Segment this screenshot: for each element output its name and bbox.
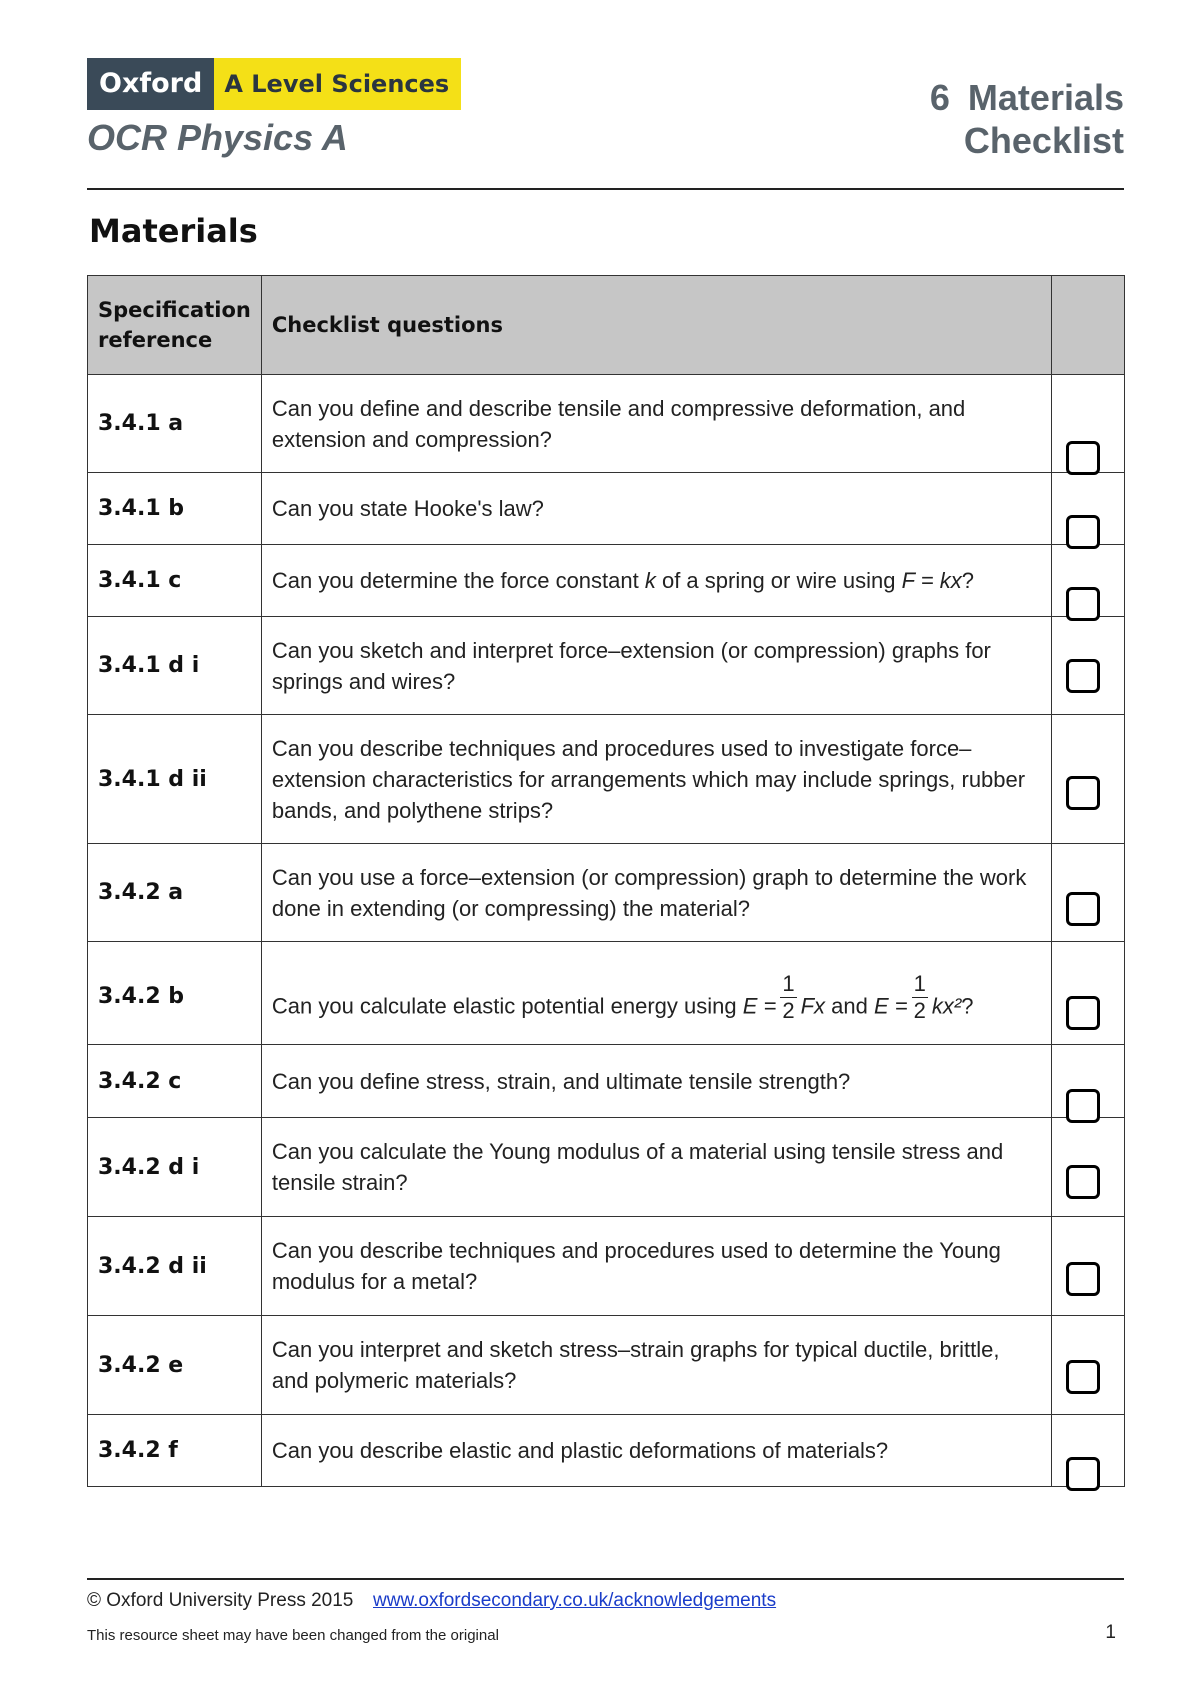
checklist-question: Can you interpret and sketch stress–strain graphs for typical ductile, brittle, and polymeric materials? (261, 1316, 1051, 1415)
table-row (88, 942, 1125, 1045)
checkbox-cell (1052, 473, 1125, 545)
symbol-kx2: kx² (931, 993, 962, 1019)
table-row (88, 715, 1125, 844)
checkbox[interactable] (1066, 892, 1100, 926)
checklist-question: Can you use a force–extension (or compression) graph to determine the work done in extending (or compressing) the material? (261, 844, 1051, 942)
formula-hooke: F = kx (901, 568, 962, 593)
logo-oxford-text: Oxford (87, 58, 214, 110)
table-row (88, 1118, 1125, 1217)
spec-reference: 3.4.1 c (88, 545, 262, 617)
checkbox-cell (1052, 375, 1125, 473)
disclaimer-text: This resource sheet may have been changed from the original (87, 1627, 499, 1644)
chapter-title: Materials (967, 77, 1124, 118)
subject-title: OCR Physics A (87, 117, 348, 158)
checklist-question: Can you describe techniques and procedures used to determine the Young modulus for a metal? (261, 1217, 1051, 1316)
spec-reference: 3.4.2 f (88, 1415, 262, 1487)
spec-reference: 3.4.2 d i (88, 1118, 262, 1217)
spec-reference: 3.4.1 b (88, 473, 262, 545)
checkbox[interactable] (1066, 441, 1100, 475)
copyright-notice: © Oxford University Press 2015 (87, 1590, 354, 1611)
spec-reference: 3.4.2 d ii (88, 1217, 262, 1316)
checkbox-cell (1052, 1217, 1125, 1316)
fraction-numerator: 1 (913, 971, 926, 996)
table-row (88, 1316, 1125, 1415)
table-row (88, 844, 1125, 942)
question-text: ? (961, 568, 975, 593)
page-number: 1 (1105, 1622, 1116, 1643)
question-text: of a spring or wire using (655, 568, 902, 593)
question-text: Can you determine the force constant (271, 568, 645, 593)
oxford-logo (87, 58, 461, 110)
checkbox[interactable] (1066, 1360, 1100, 1394)
fraction-denominator: 2 (782, 998, 795, 1023)
checkbox-cell (1052, 545, 1125, 617)
checklist-question (261, 545, 1051, 617)
checkbox[interactable] (1066, 1262, 1100, 1296)
symbol-fx: Fx (800, 993, 826, 1019)
checklist-question: Can you calculate the Young modulus of a material using tensile stress and tensile strain? (261, 1118, 1051, 1217)
checklist-question: Can you state Hooke's law? (261, 473, 1051, 545)
chapter-heading (930, 76, 1124, 162)
symbol-e: E = (742, 993, 777, 1019)
spec-reference: 3.4.2 c (88, 1045, 262, 1118)
logo-series-text: A Level Sciences (214, 58, 461, 110)
section-title: Materials (89, 212, 258, 250)
table-row (88, 375, 1125, 473)
checkbox-cell (1052, 1316, 1125, 1415)
spec-reference: 3.4.1 d i (88, 617, 262, 715)
spec-reference: 3.4.2 e (88, 1316, 262, 1415)
checkbox-cell (1052, 844, 1125, 942)
checklist-question (261, 942, 1051, 1045)
question-text: Can you calculate elastic potential energy using (271, 993, 743, 1019)
fraction-half (912, 971, 928, 1024)
fraction-numerator: 1 (782, 971, 795, 996)
table-row (88, 1415, 1125, 1487)
question-text: and (825, 993, 874, 1019)
symbol-e: E = (873, 993, 908, 1019)
symbol-k: k (644, 568, 656, 593)
checkbox[interactable] (1066, 776, 1100, 810)
column-header-spec: Specification reference (88, 276, 262, 375)
footer-divider (87, 1578, 1124, 1580)
fraction-denominator: 2 (913, 998, 926, 1023)
question-text: ? (961, 993, 974, 1019)
table-row (88, 1217, 1125, 1316)
chapter-number: 6 (929, 77, 950, 118)
checkbox-cell (1052, 1118, 1125, 1217)
checkbox-cell (1052, 715, 1125, 844)
table-header-row (88, 276, 1125, 375)
checklist-question: Can you describe elastic and plastic deformations of materials? (261, 1415, 1051, 1487)
spec-reference: 3.4.2 a (88, 844, 262, 942)
checkbox[interactable] (1066, 659, 1100, 693)
checkbox-cell (1052, 1045, 1125, 1118)
checklist-question: Can you define stress, strain, and ultimate tensile strength? (261, 1045, 1051, 1118)
checkbox-cell (1052, 942, 1125, 1045)
column-header-checkbox (1052, 276, 1125, 375)
chapter-subtitle: Checklist (963, 120, 1124, 161)
checkbox-cell (1052, 1415, 1125, 1487)
checkbox[interactable] (1066, 1165, 1100, 1199)
checklist-question: Can you define and describe tensile and compressive deformation, and extension and compression? (261, 375, 1051, 473)
spec-reference: 3.4.2 b (88, 942, 262, 1045)
column-header-questions: Checklist questions (261, 276, 1051, 375)
checkbox[interactable] (1066, 996, 1100, 1030)
table-row (88, 473, 1125, 545)
header-divider (87, 188, 1124, 190)
table-row (88, 545, 1125, 617)
checkbox[interactable] (1066, 1457, 1100, 1491)
acknowledgements-link[interactable]: www.oxfordsecondary.co.uk/acknowledgements (373, 1590, 777, 1611)
checklist-table (87, 275, 1125, 1487)
table-row (88, 617, 1125, 715)
checkbox-cell (1052, 617, 1125, 715)
checklist-question: Can you sketch and interpret force–extension (or compression) graphs for springs and wires? (261, 617, 1051, 715)
spec-reference: 3.4.1 d ii (88, 715, 262, 844)
fraction-half (780, 971, 796, 1024)
spec-reference: 3.4.1 a (88, 375, 262, 473)
table-row (88, 1045, 1125, 1118)
checklist-question: Can you describe techniques and procedures used to investigate force–extension characteristics for arrangements which may include springs, rubber bands, and polythene strips? (261, 715, 1051, 844)
